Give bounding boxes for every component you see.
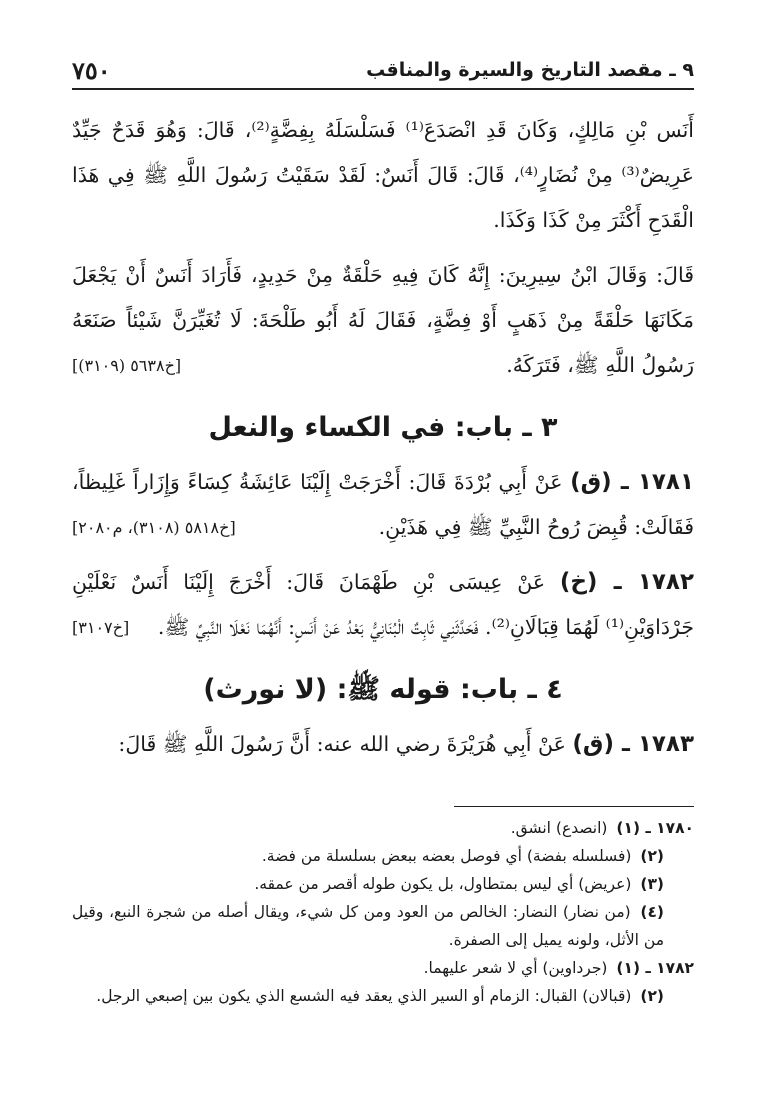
hadith-number: ١٧٨٢ ـ (خ) xyxy=(559,569,694,595)
hadith-text: عَنْ أَبِي هُرَيْرَةَ رضي الله عنه: أَنَّ رَسُولَ اللَّهِ ﷺ قَالَ: xyxy=(118,732,566,756)
paragraph-ibn-sirin xyxy=(72,253,694,388)
footnote xyxy=(72,870,694,898)
hadith-1782 xyxy=(72,560,694,650)
running-title: ٩ ـ مقصد التاريخ والسيرة والمناقب xyxy=(366,59,694,81)
footnote-text: (انصدع) انشق. xyxy=(510,819,608,837)
running-header xyxy=(72,52,694,90)
footnote xyxy=(72,982,694,1010)
footnote xyxy=(72,898,694,954)
hadith-number: ١٧٨٣ ـ (ق) xyxy=(572,731,694,757)
hadith-text: عَنْ عِيسَى بْنِ طَهْمَانَ قَالَ: أَخْرَجَ إِلَيْنَا أَنَسٌ نَعْلَيْنِ جَرْدَاوَيْنِ⁽¹⁾ لَهُمَا قِبَالَانِ⁽²⁾. فَحَدَّثَنِي ثَابِتٌ الْبُنَانِيُّ بَعْدُ عَنْ أَنَسٍ: أَنَّهُمَا نَعْلَا النَّبِيِّ ﷺ. xyxy=(72,570,694,639)
footnote-text: (فسلسله بفضة) أي فوصل بعضه ببعض بسلسلة من فضة. xyxy=(261,847,632,865)
source-reference: [خ٥٨١٨ (٣١٠٨)، م٢٠٨٠] xyxy=(72,518,236,537)
source-reference: [خ٥٦٣٨ (٣١٠٩)] xyxy=(72,356,182,375)
footnote-lead: (٤) xyxy=(640,903,664,921)
paragraph-continuation: أَنَس بْنِ مَالِكٍ، وَكَانَ قَدِ انْصَدَعَ⁽¹⁾ فَسَلْسَلَهُ بِفِضَّةٍ⁽²⁾، قَالَ: وَهُوَ قَدَحٌ جَيِّدٌ عَرِيضٌ⁽³⁾ مِنْ نُضَارٍ⁽⁴⁾، قَالَ: قَالَ أَنَسٌ: لَقَدْ سَقَيْتُ رَسُولَ اللَّهِ ﷺ فِي هَذَا الْقَدَحِ أَكْثَرَ مِنْ كَذَا وَكَذَا. xyxy=(72,118,694,232)
footnote xyxy=(72,814,694,842)
chapter-heading-4: ٤ ـ باب: قوله ﷺ: (لا نورث) xyxy=(203,674,563,705)
footnote-lead: (٢) xyxy=(640,847,664,865)
hadith-text: عَنْ أَبِي بُرْدَةَ قَالَ: أَخْرَجَتْ إِلَيْنَا عَائِشَةُ كِسَاءً وَإِزَاراً غَلِيظاً، فَقَالَتْ: قُبِضَ رُوحُ النَّبِيِّ ﷺ فِي هَذَيْنِ. xyxy=(72,470,694,539)
footnote-lead: ١٧٨٠ ـ (١) xyxy=(616,819,694,837)
footnote-text: (قبالان) القبال: الزمام أو السير الذي يعقد فيه الشسع الذي يكون بين إصبعي الرجل. xyxy=(96,987,632,1005)
footnote xyxy=(72,954,694,982)
hadith-1783 xyxy=(72,722,694,767)
footnote-lead: ١٧٨٢ ـ (١) xyxy=(616,959,694,977)
footnote-divider xyxy=(454,806,694,807)
footnote-lead: (٢) xyxy=(640,987,664,1005)
footnote xyxy=(72,842,694,870)
footnote-text: (من نضار) النضار: الخالص من العود ومن كل شيء، ويقال أصله من شجرة النبع، وقيل من الأثل، ولونه يميل إلى الصفرة. xyxy=(72,903,664,949)
hadith-1781 xyxy=(72,460,694,550)
hadith-number: ١٧٨١ ـ (ق) xyxy=(570,469,694,495)
footnote-text: (جرداوين) أي لا شعر عليهما. xyxy=(423,959,608,977)
book-page xyxy=(72,0,694,1104)
footnote-text: (عريض) أي ليس بمتطاول، بل يكون طوله أقصر من عمقه. xyxy=(254,875,632,893)
source-reference: [خ٣١٠٧] xyxy=(72,618,130,637)
paragraph-text: قَالَ: وَقَالَ ابْنُ سِيرِينَ: إِنَّهُ كَانَ فِيهِ حَلْقَةٌ مِنْ حَدِيدٍ، فَأَرَادَ أَنَسٌ أَنْ يَجْعَلَ مَكَانَهَا حَلْقَةً مِنْ ذَهَبٍ أَوْ فِضَّةٍ، فَقَالَ لَهُ أَبُو طَلْحَةَ: لَا تُغَيِّرَنَّ شَيْئاً صَنَعَهُ رَسُولُ اللَّهِ ﷺ، فَتَرَكَهُ. xyxy=(72,263,694,377)
footnotes xyxy=(72,814,694,1010)
page-number: ٧٥٠ xyxy=(72,55,111,85)
footnote-lead: (٣) xyxy=(640,875,664,893)
chapter-heading-3: ٣ ـ باب: في الكساء والنعل xyxy=(208,412,558,443)
main-text xyxy=(72,108,694,767)
